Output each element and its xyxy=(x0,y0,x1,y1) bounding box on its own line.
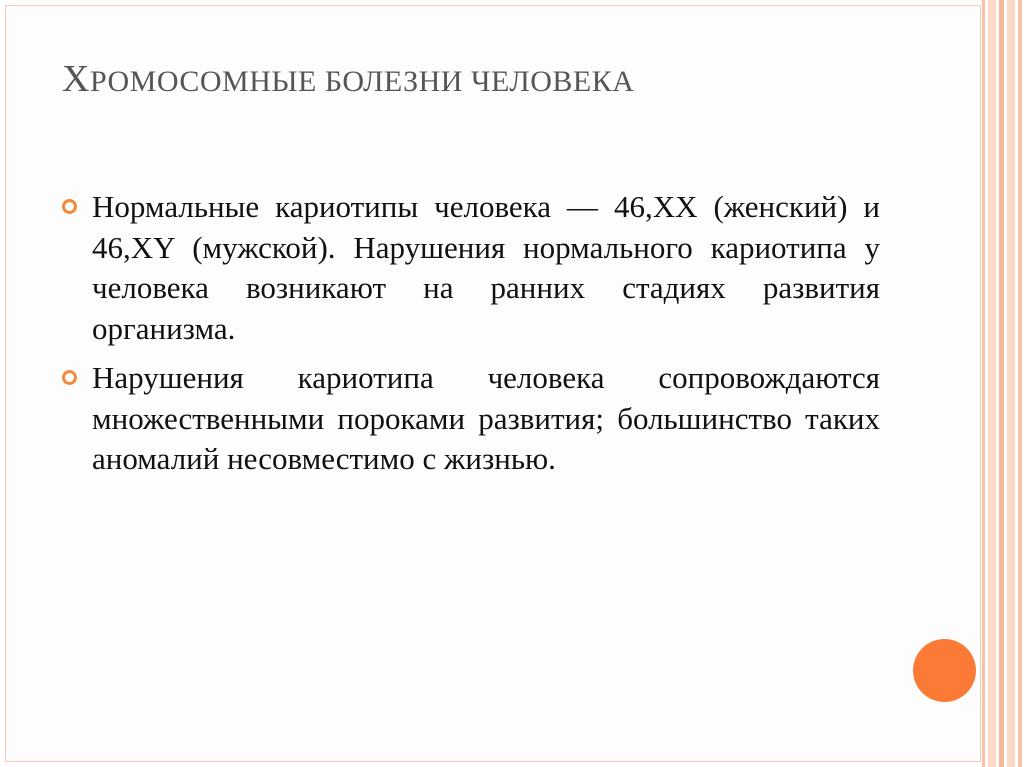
bullet-text: Нарушения кариотипа человека сопровождаются множественными пороками развития; большинство таких аномалий несовместимо с жизнью. xyxy=(92,360,880,476)
bullet-ring-icon xyxy=(62,370,77,385)
list-item xyxy=(62,187,880,349)
bullet-list xyxy=(62,187,880,489)
slide-title-initial: Х xyxy=(62,58,90,100)
list-item xyxy=(62,358,880,480)
bullet-ring-icon xyxy=(62,199,77,214)
decorative-stripes xyxy=(980,0,1024,767)
slide-title xyxy=(62,55,942,106)
slide-title-rest: РОМОСОМНЫЕ БОЛЕЗНИ ЧЕЛОВЕКА xyxy=(89,65,635,98)
decorative-circle xyxy=(913,639,976,702)
bullet-text: Нормальные кариотипы человека — 46,XX (женский) и 46,XY (мужской). Нарушения нормального кариотипа у человека возникают на ранних стадиях развития организма. xyxy=(92,189,880,346)
